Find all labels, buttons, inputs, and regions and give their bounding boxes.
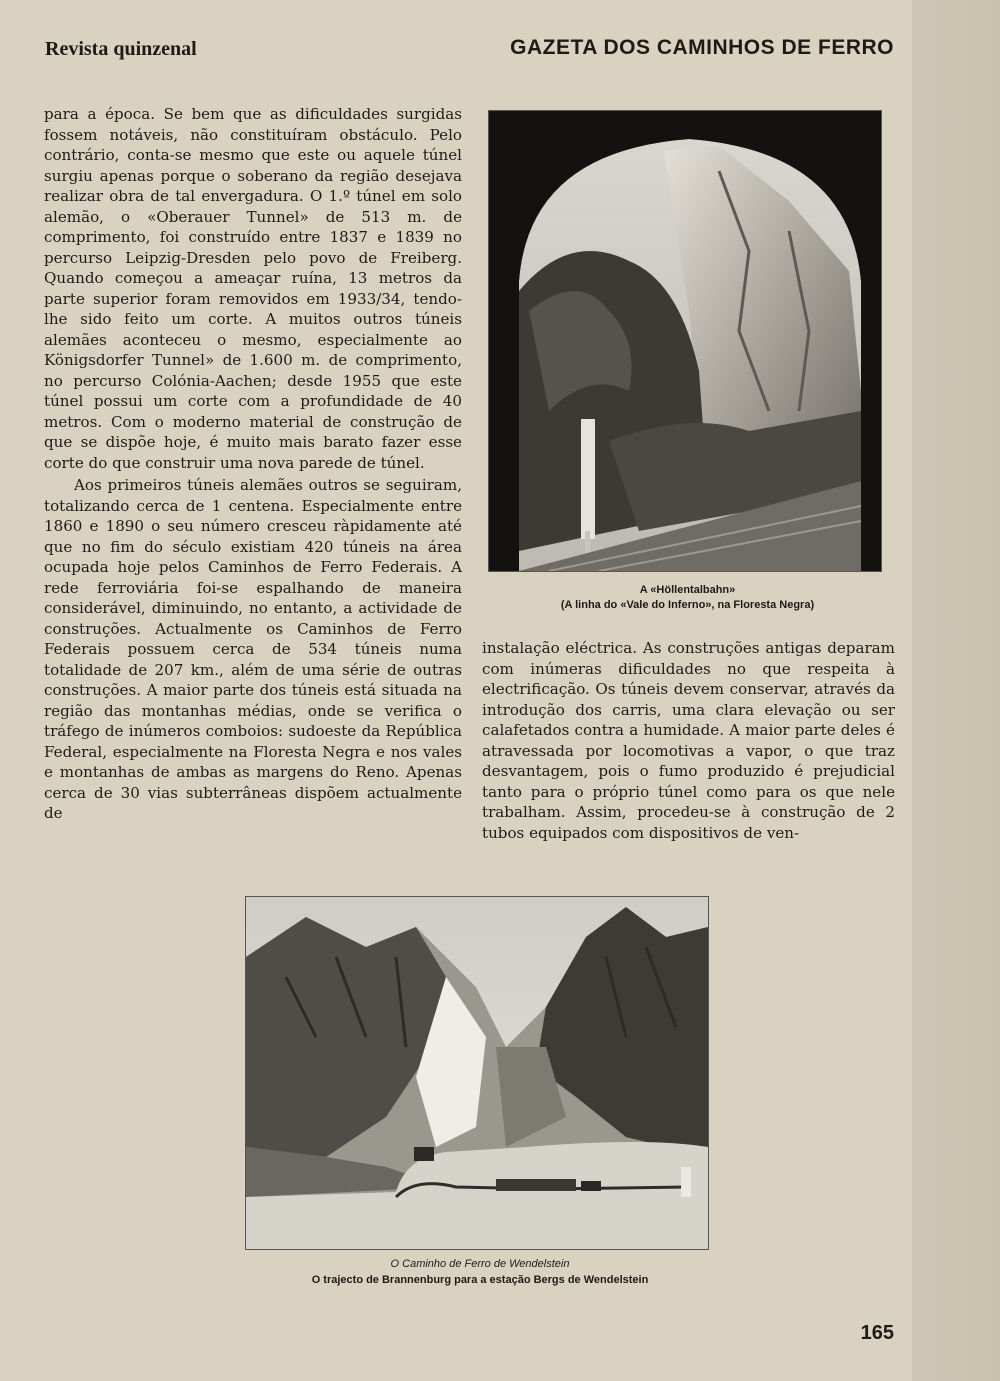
wendelstein-railway-photo <box>245 896 709 1250</box>
figure1-caption-subtitle: (A linha do «Vale do Inferno», na Floresta Negra) <box>560 599 815 611</box>
hollentalbahn-tunnel-photo <box>488 110 882 572</box>
paragraph: Aos primeiros túneis alemães outros se seguiram, totalizando cerca de 1 centena. Especialmente entre 1860 e 1890 o seu número cresceu ràpidamente até que no fim do século existiam 420 túneis na área ocupada hoje pelos Caminhos de Ferro Federais. A rede ferroviária foi-se espalhando de maneira considerável, diminuindo, no entanto, a actividade de construções. Actualmente os Caminhos de Ferro Federais possuem cerca de 534 túneis numa totalidade de 207 km., além de uma série de outras construções. A maior parte dos túneis está situada na região das montanhas médias, onde se verifica o tráfego de inúmeros comboios: sudoeste da República Federal, especialmente na Floresta Negra e nos vales e montanhas de ambas as margens do Reno. Apenas cerca de 30 vias subterrâneas dispõem actualmente de <box>44 476 462 822</box>
header-publication-frequency: Revista quinzenal <box>45 38 197 60</box>
tunnel-photo-illustration <box>489 111 881 571</box>
paragraph: instalação eléctrica. As construções antigas deparam com inúmeras dificuldades no que respeita à electrificação. Os túneis devem conservar, através da introdução dos carris, uma clara elevação ou ser calafetados contra a humidade. A maior parte deles é atravessada por locomotivas a vapor, o que traz desvantagem, pois o fumo produzido é prejudicial tanto para o próprio túnel como para os que nele trabalham. Assim, procedeu-se à construção de 2 tubos equipados com dispositivos de ven- <box>482 639 895 842</box>
figure2-caption <box>230 1256 730 1288</box>
right-text-column <box>482 638 895 843</box>
figure2-caption-title: O Caminho de Ferro de Wendelstein <box>390 1258 570 1270</box>
left-text-column <box>44 104 462 824</box>
facing-page-edge <box>912 0 1000 1381</box>
figure1-caption <box>480 583 895 613</box>
mountain-railway-illustration <box>246 897 708 1249</box>
figure1-caption-title: A «Höllentalbahn» <box>639 584 736 596</box>
paragraph: para a época. Se bem que as dificuldades surgidas fossem notáveis, não constituíram obstáculo. Pelo contrário, conta-se mesmo que este ou aquele túnel surgiu apenas porque o soberano da região desejava realizar obra de tal envergadura. O 1.º túnel em solo alemão, o «Oberauer Tunnel» de 513 m. de comprimento, foi construído entre 1837 e 1839 no percurso Leipzig-Dresden pelo povo de Freiberg. Quando começou a ameaçar ruína, 13 metros da parte superior foram removidos em 1933/34, tendo-lhe sido feito um corte. A muitos outros túneis alemães aconteceu o mesmo, especialmente ao Königsdorfer Tunnel» de 1.600 m. de comprimento, no percurso Colónia-Aachen; desde 1955 que este túnel possui um corte com a profundidade de 40 metros. Com o moderno material de construção de que se dispõe hoje, é muito mais barato fazer esse corte do que construir uma nova parede de túnel. <box>44 105 462 472</box>
header-magazine-title: GAZETA DOS CAMINHOS DE FERRO <box>510 36 894 59</box>
figure2-caption-subtitle: O trajecto de Brannenburg para a estação Bergs de Wendelstein <box>311 1274 649 1286</box>
page-number: 165 <box>860 1322 894 1344</box>
